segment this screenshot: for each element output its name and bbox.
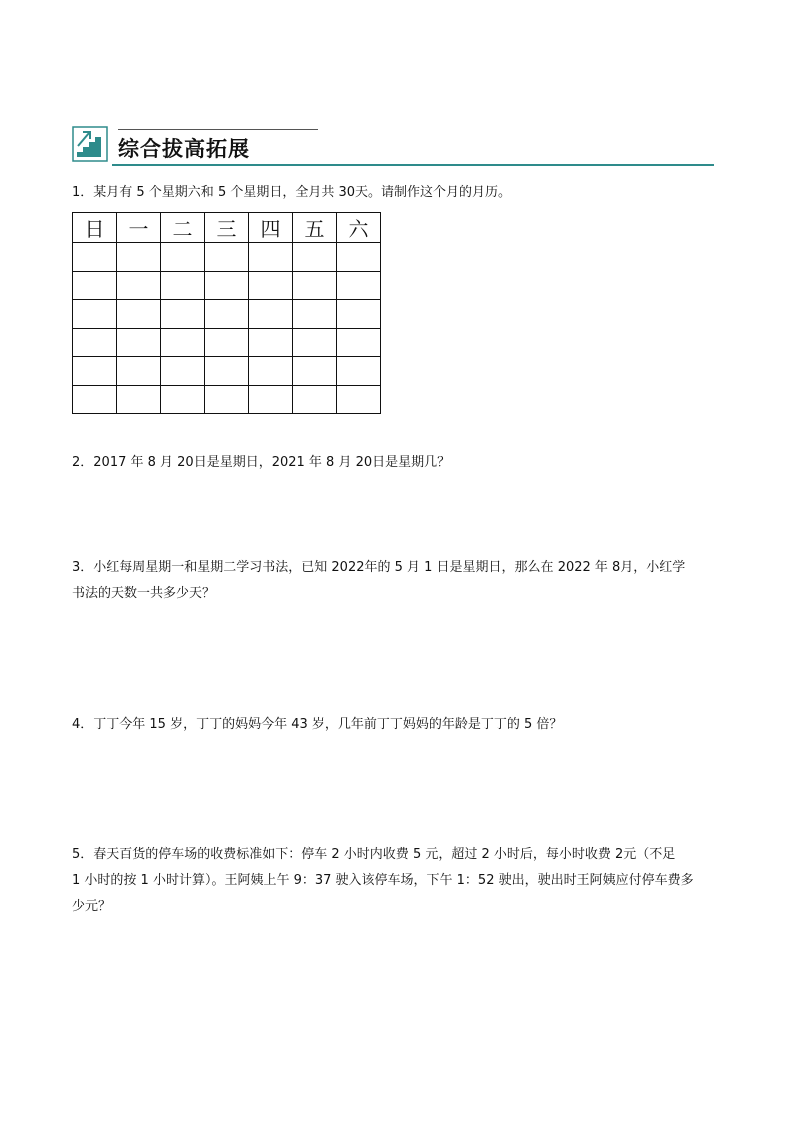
calendar-day-cell[interactable]: [249, 328, 293, 357]
section-header: [72, 126, 714, 168]
calendar-day-cell[interactable]: [117, 328, 161, 357]
calendar-day-cell[interactable]: [337, 357, 381, 386]
calendar-day-cell[interactable]: [117, 243, 161, 272]
weekday-header: 四: [249, 213, 293, 243]
weekday-header: 六: [337, 213, 381, 243]
calendar-day-cell[interactable]: [249, 300, 293, 329]
weekday-header: 二: [161, 213, 205, 243]
calendar-day-cell[interactable]: [161, 385, 205, 414]
question-3: [72, 555, 722, 607]
calendar-day-cell[interactable]: [293, 328, 337, 357]
calendar-day-cell[interactable]: [161, 243, 205, 272]
calendar-day-cell[interactable]: [117, 357, 161, 386]
question-line: 1 小时的按 1 小时计算）。王阿姨上午 9：37 驶入该停车场，下午 1：52 驶出，驶出时王阿姨应付停车费多: [72, 873, 694, 888]
calendar-day-cell[interactable]: [249, 385, 293, 414]
calendar-day-cell[interactable]: [205, 357, 249, 386]
calendar-week-row: [73, 328, 381, 357]
weekday-header: 五: [293, 213, 337, 243]
calendar-day-cell[interactable]: [205, 385, 249, 414]
question-line: 少元？: [72, 899, 112, 914]
calendar-day-cell[interactable]: [337, 385, 381, 414]
calendar-day-cell[interactable]: [205, 300, 249, 329]
calendar-day-cell[interactable]: [293, 300, 337, 329]
question-5: [72, 842, 722, 920]
calendar-day-cell[interactable]: [161, 357, 205, 386]
question-line: 3．小红每周星期一和星期二学习书法，已知 2022年的 5 月 1 日是星期日，那么在 2022 年 8月，小红学: [72, 560, 686, 575]
calendar-day-cell[interactable]: [205, 328, 249, 357]
calendar-day-cell[interactable]: [293, 243, 337, 272]
question-line: 4．丁丁今年 15 岁，丁丁的妈妈今年 43 岁，几年前丁丁妈妈的年龄是丁丁的 5 倍？: [72, 717, 563, 732]
header-bottom-rule: [112, 164, 714, 166]
question-2: [72, 450, 722, 476]
section-title: 综合拔高拓展: [118, 137, 250, 161]
calendar-day-cell[interactable]: [161, 300, 205, 329]
calendar-week-row: [73, 300, 381, 329]
calendar-day-cell[interactable]: [73, 357, 117, 386]
question-line: 2．2017 年 8 月 20日是星期日，2021 年 8 月 20日是星期几？: [72, 455, 451, 470]
weekday-header: 三: [205, 213, 249, 243]
calendar-week-row: [73, 271, 381, 300]
calendar-day-cell[interactable]: [73, 271, 117, 300]
calendar-day-cell[interactable]: [73, 243, 117, 272]
calendar-day-cell[interactable]: [249, 357, 293, 386]
question-line: 5．春天百货的停车场的收费标准如下：停车 2 小时内收费 5 元，超过 2 小时后，每小时收费 2元（不足: [72, 847, 676, 862]
calendar-day-cell[interactable]: [161, 271, 205, 300]
calendar-day-cell[interactable]: [249, 243, 293, 272]
calendar-day-cell[interactable]: [337, 243, 381, 272]
calendar-header-row: [73, 213, 381, 243]
question-4: [72, 712, 722, 738]
weekday-header: 日: [73, 213, 117, 243]
calendar-day-cell[interactable]: [337, 271, 381, 300]
calendar-day-cell[interactable]: [337, 328, 381, 357]
stairs-arrow-icon: [72, 126, 108, 162]
header-top-rule: [118, 129, 318, 130]
calendar-day-cell[interactable]: [73, 328, 117, 357]
calendar-day-cell[interactable]: [73, 385, 117, 414]
calendar-day-cell[interactable]: [293, 271, 337, 300]
calendar-week-row: [73, 385, 381, 414]
weekday-header: 一: [117, 213, 161, 243]
question-line: 书法的天数一共多少天？: [72, 586, 216, 601]
question-1: [72, 180, 722, 206]
question-line: 1．某月有 5 个星期六和 5 个星期日，全月共 30天。请制作这个月的月历。: [72, 185, 512, 200]
calendar-day-cell[interactable]: [73, 300, 117, 329]
calendar-day-cell[interactable]: [337, 300, 381, 329]
calendar-day-cell[interactable]: [249, 271, 293, 300]
calendar-day-cell[interactable]: [205, 243, 249, 272]
calendar-day-cell[interactable]: [293, 385, 337, 414]
calendar-day-cell[interactable]: [205, 271, 249, 300]
calendar-week-row: [73, 243, 381, 272]
calendar-day-cell[interactable]: [161, 328, 205, 357]
calendar-day-cell[interactable]: [117, 300, 161, 329]
calendar-day-cell[interactable]: [117, 271, 161, 300]
calendar-day-cell[interactable]: [293, 357, 337, 386]
calendar-week-row: [73, 357, 381, 386]
calendar-day-cell[interactable]: [117, 385, 161, 414]
calendar-grid: [72, 212, 381, 414]
